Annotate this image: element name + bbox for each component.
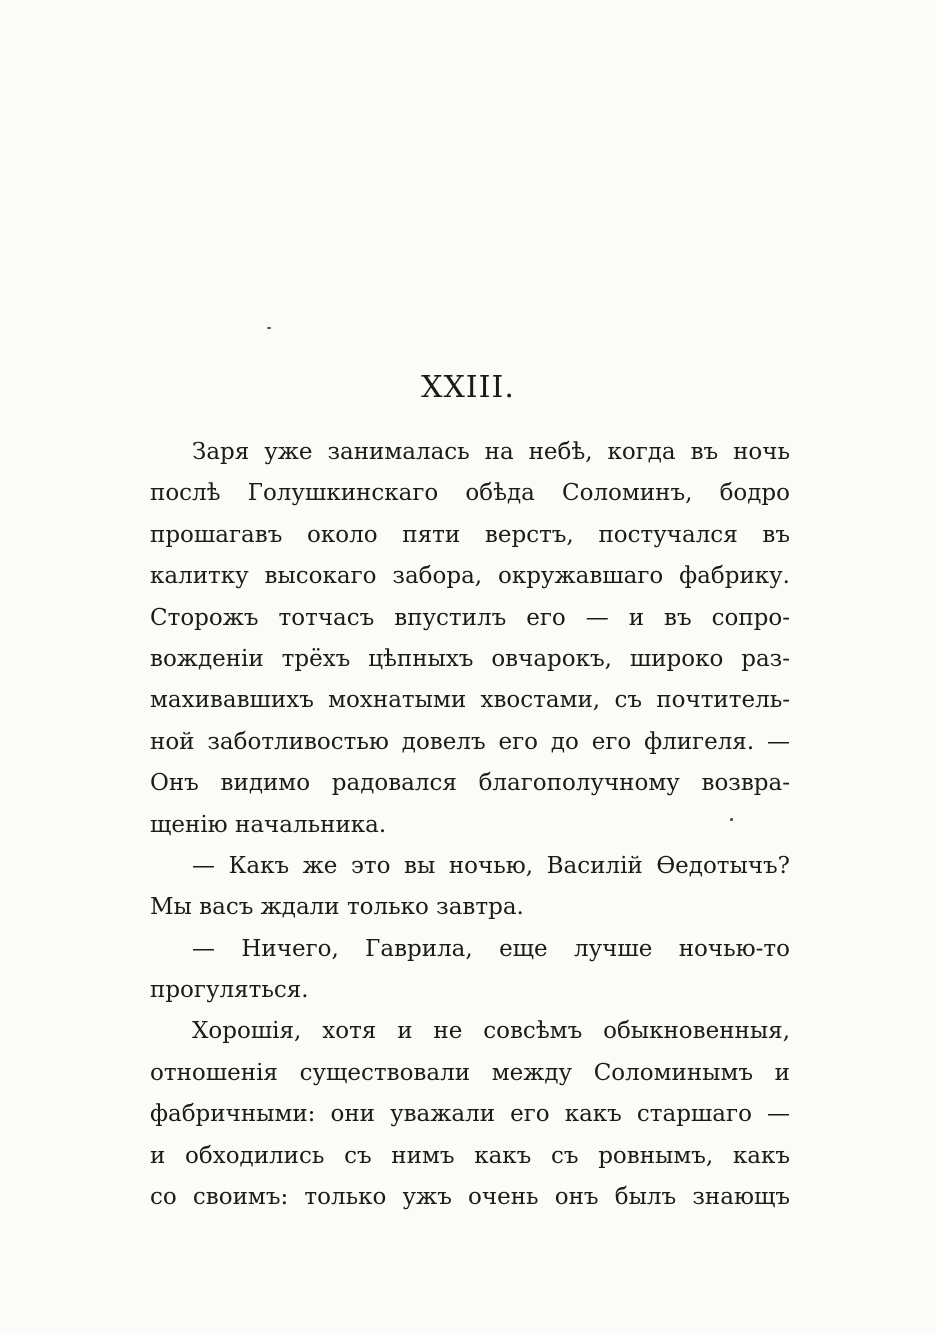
text-line: прошагавъ около пяти верстъ, постучался въ xyxy=(150,521,790,548)
text-line: Хорошія, хотя и не совсѣмъ обыкновенныя, xyxy=(192,1018,790,1045)
text-line: калитку высокаго забора, окружавшаго фабрику. xyxy=(150,563,790,590)
dialogue-line: — Ничего, Гаврила, еще лучше ночью-то xyxy=(192,935,790,962)
print-speck xyxy=(267,327,271,329)
text-line: Сторожъ тотчасъ впустилъ его — и въ сопро- xyxy=(150,604,790,631)
text-line: Заря уже занималась на небѣ, когда въ ночь xyxy=(192,439,790,465)
text-line: махивавшихъ мохнатыми хвостами, съ почтитель- xyxy=(150,687,790,714)
text-line: отношенія существовали между Соломинымъ и xyxy=(150,1059,790,1086)
text-line: Мы васъ ждали только завтра. xyxy=(150,894,524,921)
text-line: ной заботливостью довелъ его до его флигеля. — xyxy=(150,728,790,755)
dialogue-line: — Какъ же это вы ночью, Василій Ѳедотычъ? xyxy=(192,852,790,879)
chapter-number: XXIII. xyxy=(421,370,515,405)
text-line: щенію начальника. xyxy=(150,811,387,838)
text-line: фабричными: они уважали его какъ старшаго — xyxy=(150,1101,790,1128)
text-line: вожденіи трёхъ цѣпныхъ овчарокъ, широко раз- xyxy=(150,645,790,672)
text-line: Онъ видимо радовался благополучному возвра- xyxy=(150,770,790,797)
text-line: прогуляться. xyxy=(150,977,309,1004)
text-line: послѣ Голушкинскаго обѣда Соломинъ, бодро xyxy=(150,480,790,507)
body-text xyxy=(150,432,790,1218)
text-line: и обходились съ нимъ какъ съ ровнымъ, какъ xyxy=(150,1142,790,1169)
text-line: со своимъ: только ужъ очень онъ былъ знающъ xyxy=(150,1184,790,1211)
